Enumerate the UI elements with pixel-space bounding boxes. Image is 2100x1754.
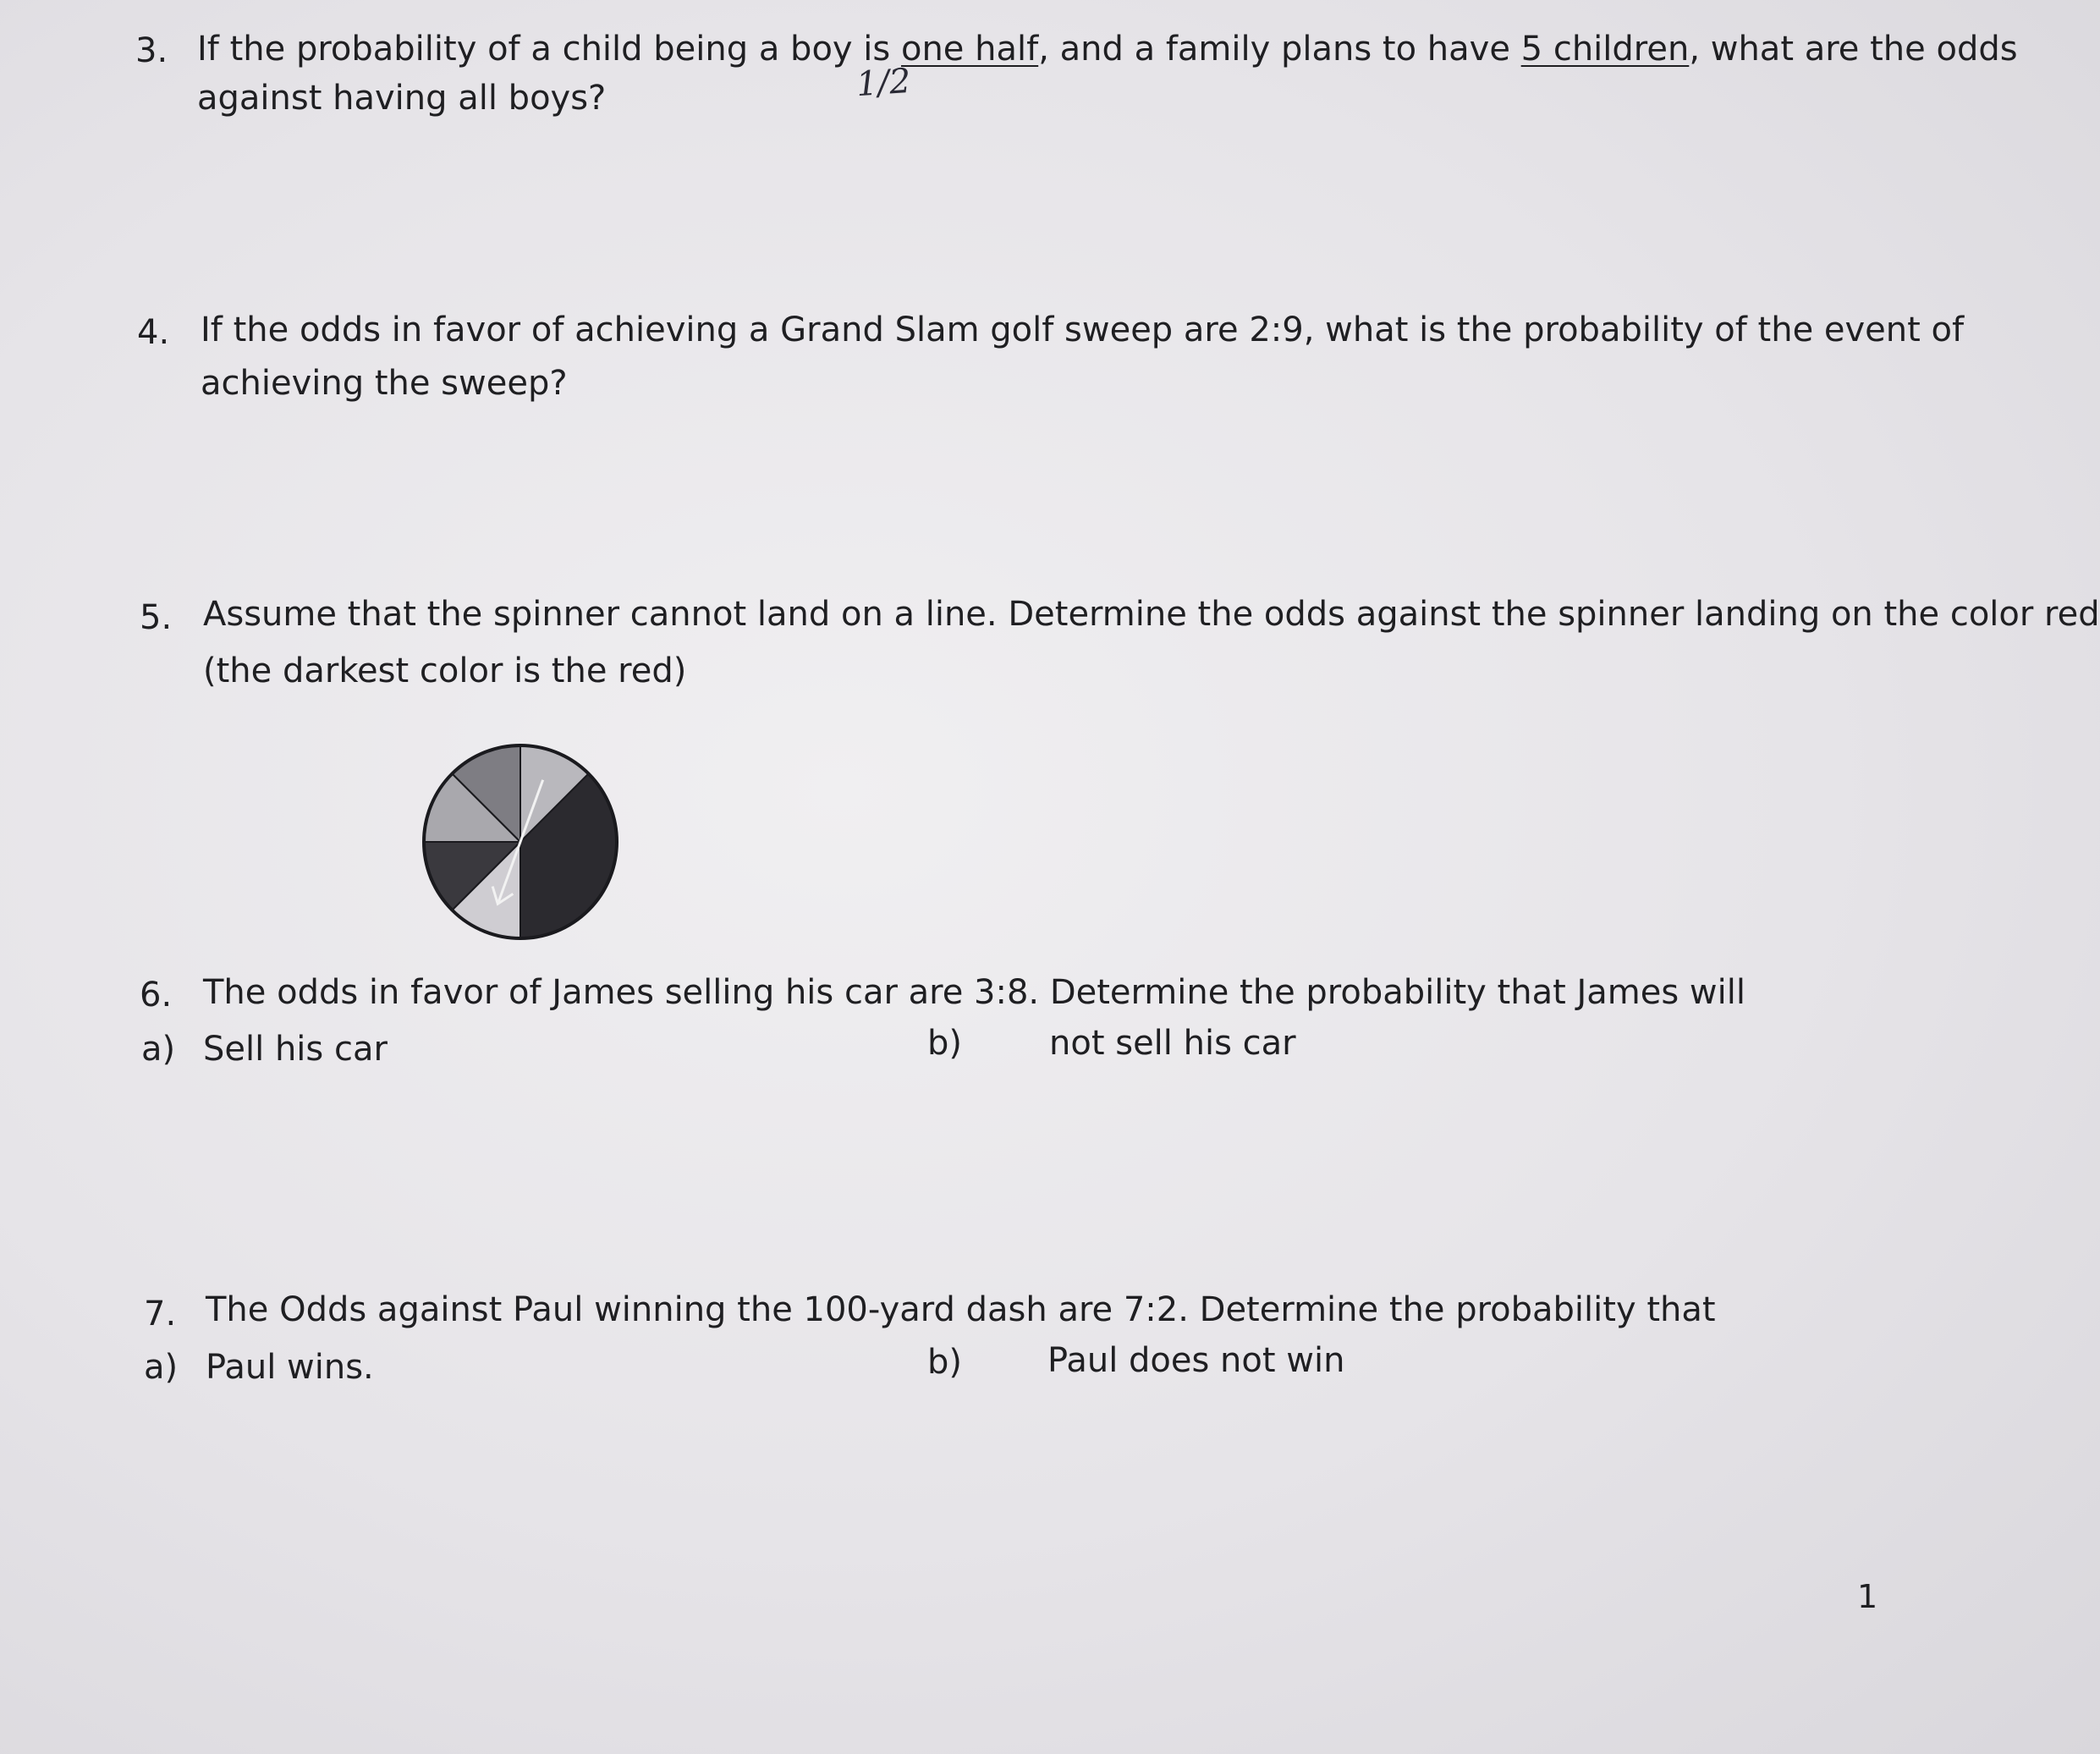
part-b-label: b) [927, 1343, 962, 1382]
part-b-text: not sell his car [1049, 1024, 1296, 1063]
spinner-diagram [419, 740, 622, 943]
part-a-text: Sell his car [203, 1030, 388, 1069]
question-number: 3. [135, 31, 168, 70]
page-number: 1 [1857, 1578, 1878, 1615]
question-text-line: (the darkest color is the red) [203, 652, 687, 690]
question-text-line: The Odds against Paul winning the 100-yard dash are 7:2. Determine the probability that [206, 1290, 1716, 1329]
part-b-text: Paul does not win [1047, 1341, 1345, 1380]
question-text-line: The odds in favor of James selling his car are 3:8. Determine the probability that James will [203, 973, 1745, 1012]
part-b-label: b) [927, 1024, 962, 1063]
question-text-line: If the probability of a child being a boy is one half, and a family plans to have 5 children, what are the odds [197, 30, 2018, 69]
question-number: 7. [144, 1295, 177, 1333]
part-a-text: Paul wins. [206, 1348, 374, 1387]
question-text-line: against having all boys? [197, 79, 607, 118]
question-text-line: If the odds in favor of achieving a Grand Slam golf sweep are 2:9, what is the probability of the event of [201, 311, 1965, 349]
question-text-line: achieving the sweep? [201, 364, 568, 403]
handwritten-note: 1/2 [855, 61, 912, 105]
part-a-label: a) [141, 1030, 176, 1069]
question-number: 4. [137, 313, 170, 352]
underlined-phrase: one half [900, 30, 1039, 69]
question-text-line: Assume that the spinner cannot land on a line. Determine the odds against the spinner landing on the color red [203, 595, 2100, 634]
question-number: 5. [140, 598, 173, 637]
part-a-label: a) [144, 1348, 179, 1387]
underlined-phrase: 5 children [1520, 30, 1690, 69]
question-number: 6. [140, 976, 173, 1014]
